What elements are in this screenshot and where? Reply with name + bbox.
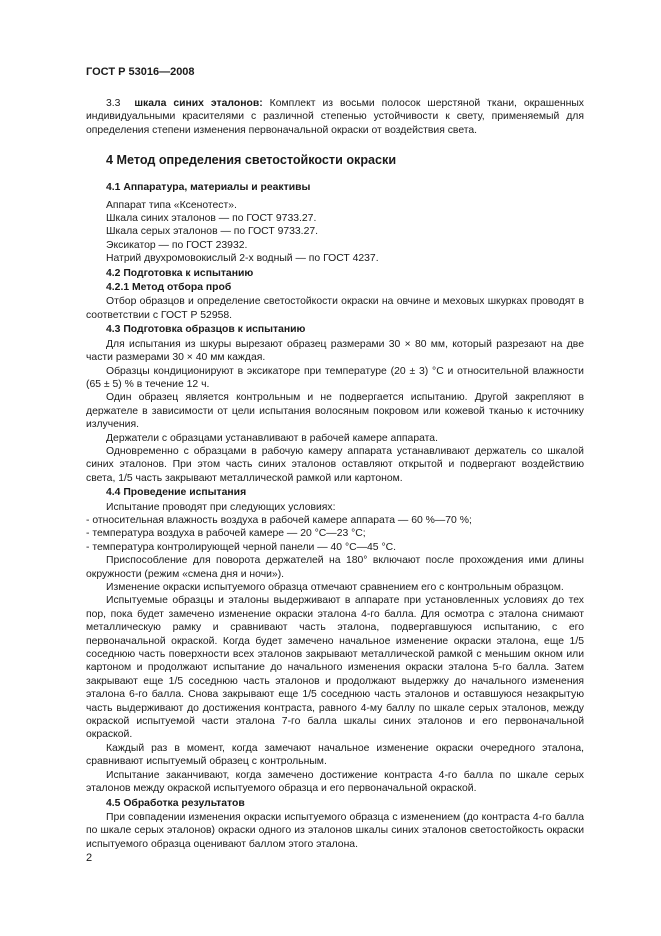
equipment-item: Эксикатор — по ГОСТ 23932. [106,239,248,251]
section-4-2-1-heading: 4.2.1 Метод отбора проб [106,282,232,294]
section-4-4-intro: Испытание проводят при следующих условиях: [106,501,336,513]
section-4-2-1-text: Отбор образцов и определение светостойкости окраски на овчине и меховых шкурках проводят в соответствии с ГОСТ Р 52958. [86,296,584,321]
condition-item: - температура контролирующей черной панели — 40 °С—45 °С. [86,541,397,553]
equipment-item: Шкала серых эталонов — по ГОСТ 9733.27. [106,226,319,238]
clause-3-3 [86,97,584,137]
clause-3-3-term: шкала синих эталонов: [134,98,263,109]
section-4-4-paragraph: Испытание заканчивают, когда замечено достижение контраста 4-го балла по шкале серых эталонов между окраской испытуемого образца и его первоначальной окраской. [86,769,584,795]
section-4-2-heading: 4.2 Подготовка к испытанию [106,267,254,279]
equipment-item: Шкала синих эталонов — по ГОСТ 9733.27. [106,213,317,225]
section-4-4-heading: 4.4 Проведение испытания [106,487,247,499]
page-header-standard: ГОСТ Р 53016—2008 [86,66,195,78]
section-4-3-paragraph: Один образец является контрольным и не подвергается испытанию. Другой закрепляют в держателе в зависимости от цели испытания волосяным покровом или кожевой тканью к источнику излучения. [86,392,584,431]
page-number: 2 [86,852,93,864]
clause-3-3-number: 3.3 [106,98,121,109]
section-4-4-paragraph: Изменение окраски испытуемого образца отмечают сравнением его с контрольным образцом. [106,582,564,593]
equipment-item: Аппарат типа «Ксенотест». [106,199,237,211]
section-4-5-heading: 4.5 Обработка результатов [106,797,245,809]
clause-3-3-text: Комплект из восьми полосок шерстяной ткани, окрашенных индивидуальными красителями с различной степенью устойчивости к свету, применяемый для определения степени изменения первоначальной окраски от воздействия света. [86,98,584,136]
section-4-3-paragraph: Образцы кондиционируют в эксикаторе при температуре (20 ± 3) °С и относительной влажности (65 ± 5) % в течение 12 ч. [86,365,584,390]
section-4-5-text: При совпадении изменения окраски испытуемого образца с изменением (до контраста 4-го балла по шкале серых эталонов) окраски одного из эталонов шкалы синих эталонов светостойкость окраски испытуемого образца оценивают баллом этого эталона. [86,811,584,850]
section-4-4-paragraph: Приспособление для поворота держателей на 180° включают после прохождения ими длины окружности (режим «смена дня и ночи»). [86,555,584,580]
section-4-1-heading: 4.1 Аппаратура, материалы и реактивы [106,182,311,194]
section-4-3-heading: 4.3 Подготовка образцов к испытанию [106,324,306,336]
condition-item: - относительная влажность воздуха в рабочей камере аппарата — 60 %—70 %; [86,514,472,526]
section-4-3-paragraph: Одновременно с образцами в рабочую камеру аппарата устанавливают держатель со шкалой синих эталонов. При этом часть синих эталонов оставляют открытой и подвергают воздействию света, 1/5 часть закрывают металлической рамкой или картоном. [86,445,584,484]
section-4-4-paragraph: Каждый раз в момент, когда замечают начальное изменение окраски очередного эталона, сравнивают испытуемый образец с контрольным. [86,742,584,768]
condition-item: - температура воздуха в рабочей камере — 20 °С—23 °С; [86,528,366,540]
equipment-item: Натрий двухромовокислый 2-х водный — по ГОСТ 4237. [106,253,379,265]
section-4-4-paragraph: Испытуемые образцы и эталоны выдерживают в аппарате при установленных условиях до тех пор, пока будет замечено изменение окраски эталона 4-го балла. Для осмотра с эталона снимают металлическую рамку и сравнивают часть эталона, подвергавшуюся испытанию, с его первоначальной окраской. Когда будет замечено начальное изменение окраски эталона, еще 1/5 соседнюю часть поверхности всех эталонов закрывают металлической рамкой с меньшим окном или картоном и продолжают испытание до начального изменения окраски эталона 5-го балла. Затем закрывают еще 1/5 соседнюю часть эталонов и продолжают выдержку до начального изменения эталона 6-го балла. Снова закрывают еще 1/5 соседнюю часть эталонов и оставшуюся незакрытую часть выдерживают до достижения контраста, равного 4-му баллу по шкале серых эталонов, между окраской испытуемой части эталона 7-го балла шкалы синих эталонов и его первоначальной окраской. [86,595,584,741]
section-4-3-paragraph: Для испытания из шкуры вырезают образец размерами 30 × 80 мм, который разрезают на две части размерами 30 × 40 мм каждая. [86,338,584,364]
section-4-heading: 4 Метод определения светостойкости окраски [106,153,397,168]
document-body [86,97,584,851]
section-4-3-paragraph: Держатели с образцами устанавливают в рабочей камере аппарата. [106,432,438,444]
